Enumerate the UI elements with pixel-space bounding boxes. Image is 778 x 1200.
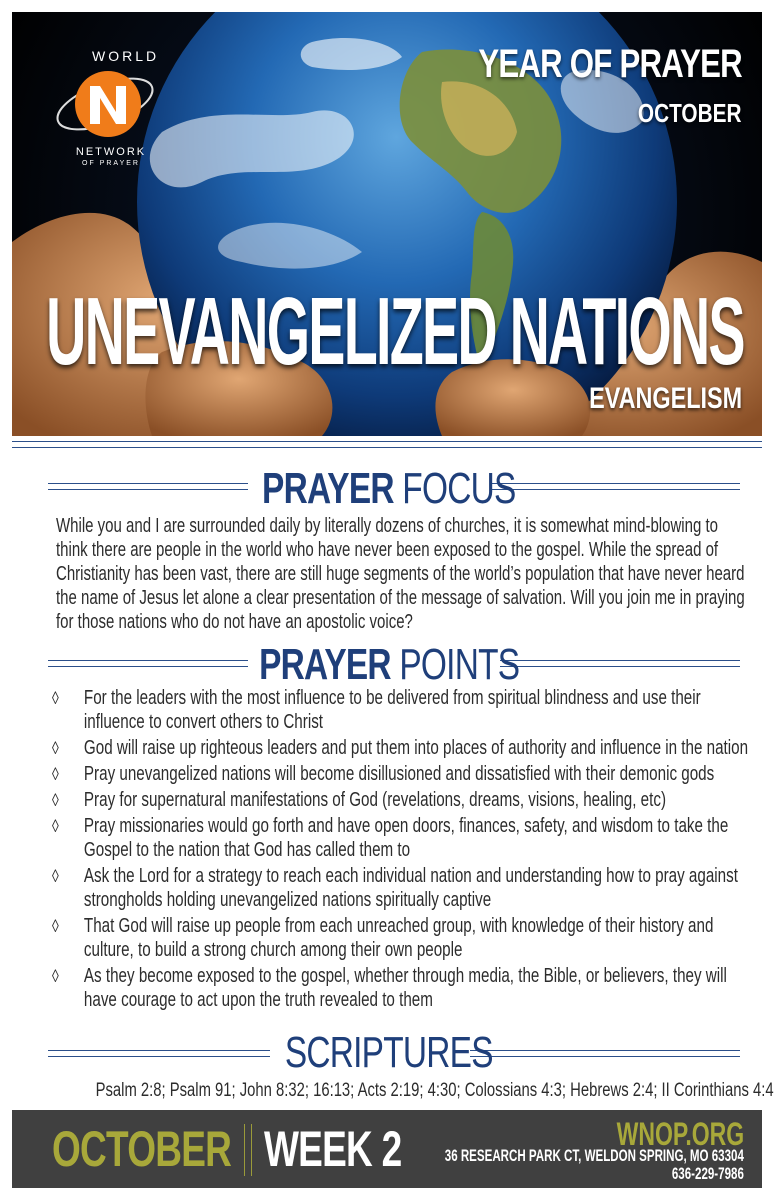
list-item [52, 864, 759, 912]
hero-subtitle: EVANGELISM [589, 382, 742, 415]
diamond-bullet-icon: ◊ [52, 866, 59, 886]
prayer-focus-body [56, 514, 746, 634]
logo-of-prayer-text: OF PRAYER [82, 160, 140, 167]
point-text: Pray missionaries would go forth and have open doors, finances, safety, and wisdom to take the Gospel to the nation that God has called them to [83, 815, 729, 861]
list-item [52, 964, 759, 1012]
list-item [52, 762, 759, 786]
diamond-bullet-icon: ◊ [52, 816, 59, 836]
focus-paragraph: While you and I are surrounded daily by literally dozens of churches, it is somewhat mind-blowing to think there are people in the world who have never been exposed to the gospel. While the spread of Christianity has been vast, there are still huge segments of the world’s population that have never heard the name of Jesus let alone a clear presentation of the message of salvation. Will you join me in praying for those nations who do not have an apostolic voice? [56, 515, 745, 633]
world-network-of-prayer-logo [50, 42, 160, 172]
point-text: God will raise up righteous leaders and put them into places of authority and influence in the nation [83, 737, 749, 759]
point-text: Pray for supernatural manifestations of God (revelations, dreams, visions, healing, etc) [83, 789, 667, 811]
diamond-bullet-icon: ◊ [52, 966, 59, 986]
footer-week: WEEK 2 [264, 1121, 402, 1177]
prayer-focus-heading [0, 464, 778, 514]
focus-title-strong: PRAYER [262, 464, 394, 513]
hero-banner [12, 12, 762, 436]
prayer-points-list [52, 686, 759, 1014]
hero-month: OCTOBER [638, 98, 742, 128]
diamond-bullet-icon: ◊ [52, 738, 59, 758]
list-item [52, 814, 759, 862]
list-item [52, 686, 759, 734]
website-link[interactable]: WNOP.ORG [616, 1116, 744, 1152]
diamond-bullet-icon: ◊ [52, 916, 59, 936]
list-item [52, 788, 759, 812]
diamond-bullet-icon: ◊ [52, 790, 59, 810]
logo-network-text: NETWORK [75, 146, 147, 158]
logo-world-text: WORLD [92, 48, 160, 64]
series-title: YEAR OF PRAYER [478, 42, 742, 86]
list-item [52, 736, 759, 760]
list-item [52, 914, 759, 962]
footer-address: 36 RESEARCH PARK CT, WELDON SPRING, MO 63304 [444, 1146, 744, 1165]
point-text: Ask the Lord for a strategy to reach each individual nation and understanding how to pray against strongholds holding unevangelized nations spiritually captive [83, 865, 738, 911]
point-text: Pray unevangelized nations will become disillusioned and dissatisfied with their demonic gods [83, 763, 715, 785]
diamond-bullet-icon: ◊ [52, 688, 59, 708]
diamond-bullet-icon: ◊ [52, 764, 59, 784]
scripture-list-text: Psalm 2:8; Psalm 91; John 8:32; 16:13; Acts 2:19; 4:30; Colossians 4:3; Hebrews 2:4; II Corinthians 4:4 [95, 1080, 774, 1101]
prayer-points-heading [0, 640, 778, 690]
focus-title-light: FOCUS [402, 464, 516, 513]
points-title-light: POINTS [399, 640, 520, 689]
hero-divider [12, 441, 762, 448]
footer-divider [244, 1124, 252, 1176]
scriptures-heading [0, 1028, 778, 1078]
point-text: For the leaders with the most influence to be delivered from spiritual blindness and use their influence to convert others to Christ [83, 687, 701, 733]
footer-bar [12, 1110, 762, 1188]
scriptures-references [0, 1080, 778, 1102]
footer-month: OCTOBER [52, 1121, 232, 1177]
footer-phone: 636-229-7986 [672, 1164, 744, 1183]
scriptures-title: SCRIPTURES [285, 1028, 493, 1077]
point-text: That God will raise up people from each unreached group, with knowledge of their history and culture, to build a strong church among their own people [83, 915, 714, 961]
point-text: As they become exposed to the gospel, whether through media, the Bible, or believers, they will have courage to act upon the truth revealed to them [83, 965, 727, 1011]
page-title: UNEVANGELIZED NATIONS [46, 278, 744, 385]
points-title-strong: PRAYER [258, 640, 391, 689]
